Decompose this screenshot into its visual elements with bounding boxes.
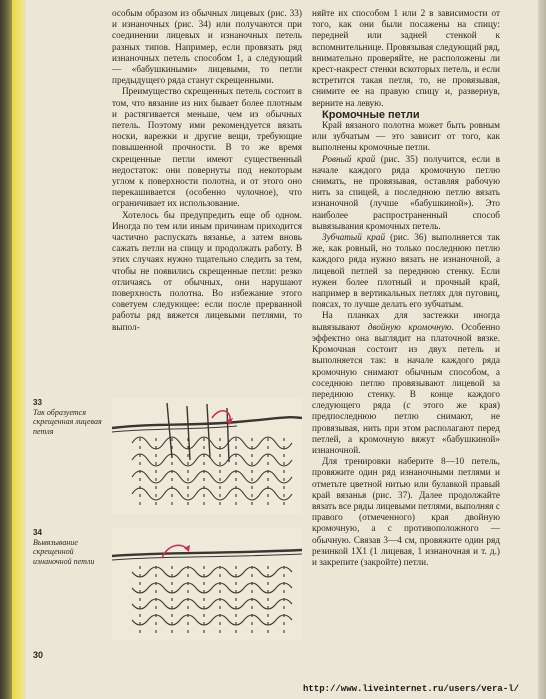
figure-number: 34 [33,528,42,537]
term-italic: Зубчатый край [322,233,386,244]
paragraph-text: . Особенно эффектно она выглядит на платочной вязке. Кромочная состоит из двух петель и выполняется так: в начале каждого ряда кромочную снимают обычным способом, а соседнюю петлю провязывают лицевой за переднюю стенку. В конце каждого следующего ряда (с этого же края) предпоследнюю петлю снимают, не провязывая, нить при этом располагают перед петлей, а кромочную вяжут «бабушкиной» изнаночной. [312,322,500,456]
knitting-illustration-34 [112,528,302,640]
paragraph [312,155,500,233]
figure-caption-33 [33,398,103,436]
paragraph: Для тренировки наберите 8—10 петель, провяжите один ряд изнаночными петлями и отметьте цветной нитью или булавкой правый край вязанья (рис. 37). Далее продолжайте вязать все ряды лицевыми петлями, выполняя с правого (отмеченного) края двойную кромочную, а с противоположного — обычную. Связав 3—4 см, провяжите один ряд резинкой 1X1 (1 лицевая, 1 изнаночная и т. д.) и закрепите (закройте) петли. [312,457,500,568]
book-spine [0,0,12,699]
paragraph: няйте их способом 1 или 2 в зависимости от того, как они были посажены на спицу: передней или задней стенкой к вспомнительнице. Провязывая следующий ряд, внимательно проверяйте, не расположены ли крест-накрест стенки вскоторых петель, и если встретится такая петля, то, не провязывая, снимите ее на правую спицу и, развернув, верните на левую. [312,9,500,109]
paragraph-text: На планках для застежки иногда вывязывают [312,311,500,333]
figure-caption-34 [33,528,103,566]
term-italic: Ровный край [322,154,376,165]
text-column-left [112,9,302,334]
paragraph [312,311,500,457]
section-heading: Кромочные петли [322,108,420,121]
paragraph-text: (рис. 36) выполняется так же, как ровный, но только последнюю петлю каждого ряда нужно вязать не изнаночной, а лицевой петлей за переднюю стенку. Если нужен более плотный и прочный край, например в вертикальных петлях для пуговиц, поясах, то лучше делать его зубчатым. [312,233,500,311]
page-edge [538,0,546,699]
figure-number: 33 [33,398,42,407]
watermark-url: http://www.liveinternet.ru/users/vera-l/ [303,684,520,694]
paragraph: Преимущество скрещенных петель состоит в том, что вязание из них бывает более плотным и растягивается меньше, чем из обычных петель. Поэтому ими рекомендуется вязать носки, варежки и другие вещи, требующие повышенной прочности. В то же время скрещенные петли имеют существенный недостаток: они повернуты под некоторым углом к поверхности полотна, и от этого оно перекашивается (особенно чулочное), что ограничивает их использование. [112,87,302,210]
paragraph [312,233,500,311]
page-number: 30 [33,650,44,660]
term-italic: двойную кромочную [367,322,452,333]
figure-caption-text: Вывязывание скрещенной изнаночной петли [33,537,95,566]
paragraph: Край вязаного полотна может быть ровным или зубчатым — это зависит от того, как выполнены кромочные петли. [312,121,500,154]
knit-stitch-drawing [112,398,302,514]
paragraph: Хотелось бы предупредить еще об одном. Иногда по тем или иным причинам приходится частично распускать вязанье, а затем вновь сажать петли на спицу и продолжать работу. В этих случаях нужно тщательно следить за тем, чтобы не появились скрещенные петли: резко отличаясь от обычных, они нарушают поверхность полотна. Во избежание этого советуем следующее: если после прерванной работы ряд вяжется лицевыми петлями, то выпол- [112,210,302,333]
paragraph-text: (рис. 35) получится, если в начале каждого ряда кромочную петлю снимать, не провязывая, оставляя рабочую нить за спицей, а последнюю петлю вязать изнаночной (лучше «бабушкиной»). Это наиболее распространенный способ вывязывания кромочных петель. [312,154,501,232]
yellow-page-tab [12,0,26,699]
purl-stitch-drawing [112,528,302,640]
text-column-right [312,9,500,569]
paragraph: особым образом из обычных лицевых (рис. 33) и изнаночных (рис. 34) или получаются при соединении лицевых и изнаночных петель разных типов. Например, если провязать ряд изнаночных петель способом 1, а следующий — «бабушкиными» лицевыми, то петли предыдущего ряда станут скрещенными. [112,9,302,87]
figure-caption-text: Так образуется скрещенная лицевая петля [33,407,102,436]
knitting-illustration-33 [112,398,302,514]
